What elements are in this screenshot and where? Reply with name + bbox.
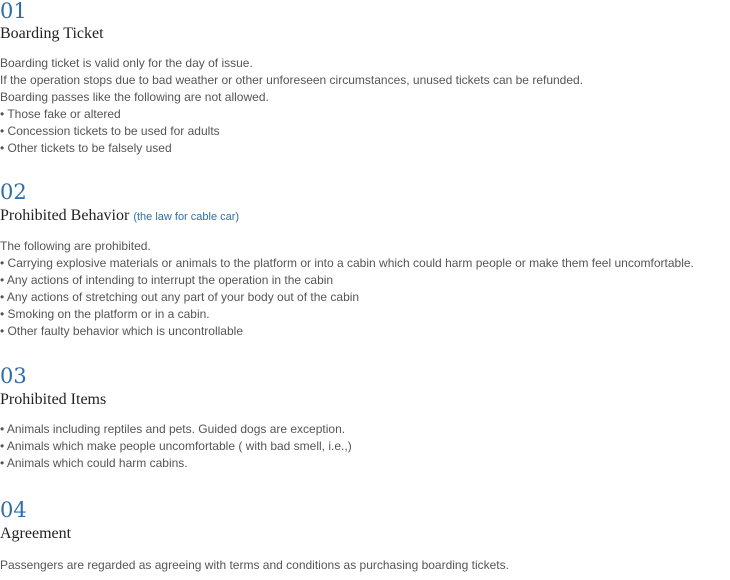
section-number: 01 — [0, 0, 27, 23]
section-subtitle: (the law for cable car) — [133, 211, 240, 223]
section-number: 04 — [0, 498, 27, 522]
body-line: • Any actions of stretching out any part of your body out of the cabin — [0, 290, 360, 304]
body-line: • Other faulty behavior which is uncontrollable — [0, 324, 243, 338]
body-line: • Animals which could harm cabins. — [0, 456, 188, 470]
section-prohibited-behavior — [0, 181, 730, 340]
body-line: • Animals which make people uncomfortable ( with bad smell, i.e.,) — [0, 439, 352, 453]
section-body — [0, 238, 730, 340]
body-line: • Animals including reptiles and pets. Guided dogs are exception. — [0, 422, 346, 436]
body-line: • Those fake or altered — [0, 107, 121, 121]
section-title — [0, 524, 730, 544]
section-title — [0, 24, 730, 44]
section-body — [0, 557, 730, 574]
section-title-text: Agreement — [0, 525, 72, 542]
section-title-text: Prohibited Behavior — [0, 207, 130, 224]
section-body — [0, 421, 730, 472]
body-line: • Any actions of intending to interrupt the operation in the cabin — [0, 273, 334, 287]
section-prohibited-items — [0, 365, 730, 472]
body-line: • Smoking on the platform or in a cabin. — [0, 307, 210, 321]
body-line: The following are prohibited. — [0, 239, 151, 253]
body-line: • Concession tickets to be used for adults — [0, 124, 220, 138]
body-line: Passengers are regarded as agreeing with terms and conditions as purchasing boarding tickets. — [0, 558, 509, 572]
section-boarding-ticket — [0, 0, 730, 157]
section-title-text: Prohibited Items — [0, 391, 107, 408]
body-line: If the operation stops due to bad weather or other unforeseen circumstances, unused tickets can be refunded. — [0, 73, 584, 87]
body-line: Boarding ticket is valid only for the day of issue. — [0, 56, 253, 70]
section-agreement — [0, 499, 730, 574]
section-title — [0, 206, 730, 227]
section-number: 02 — [0, 180, 27, 204]
section-title-text: Boarding Ticket — [0, 25, 104, 42]
body-line: Boarding passes like the following are not allowed. — [0, 90, 269, 104]
section-title — [0, 390, 730, 410]
body-line: • Other tickets to be falsely used — [0, 141, 172, 155]
section-body — [0, 55, 730, 157]
section-number: 03 — [0, 364, 27, 388]
body-line: • Carrying explosive materials or animals to the platform or into a cabin which could harm people or make them feel uncomfortable. — [0, 256, 694, 270]
